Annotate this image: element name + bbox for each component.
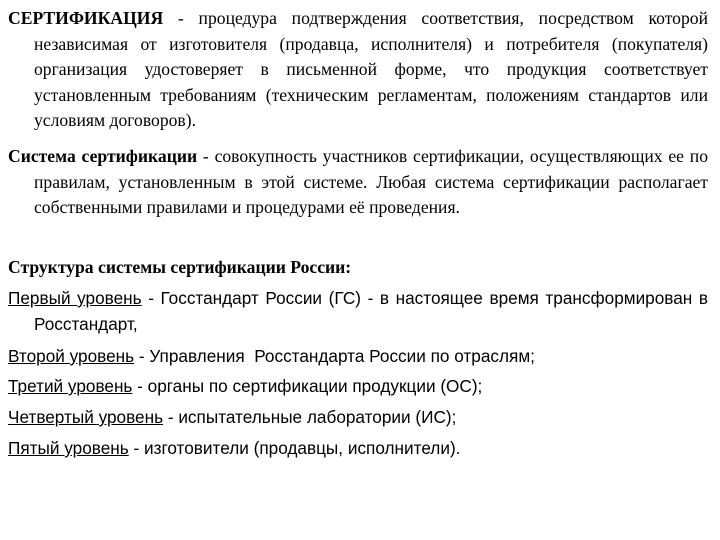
level-2 — [8, 343, 708, 369]
level-3-text: - органы по сертификации продукции (ОС); — [132, 376, 483, 396]
level-3 — [8, 373, 708, 399]
level-4-name: Четвертый уровень — [8, 407, 164, 427]
certification-term: СЕРТИФИКАЦИЯ — [8, 8, 164, 28]
certification-definition — [8, 6, 708, 134]
level-3-name: Третий уровень — [8, 376, 133, 396]
certification-definition-text: - процедура подтверждения соответствия, посредством которой независимая от изготовителя (продавца, исполнителя) и потребителя (покупателя) организация удостоверяет в письменной форме, что продукция соответствует установленным требованиям (техническим регламентам, положениям стандартов или условиям договоров). — [34, 8, 708, 130]
level-4 — [8, 404, 708, 430]
level-5-name: Пятый уровень — [8, 438, 129, 458]
level-2-name: Второй уровень — [8, 346, 135, 366]
level-1 — [8, 285, 708, 337]
certification-system-definition — [8, 144, 708, 221]
level-1-text: - Госстандарт России (ГС) - в настоящее время трансформирован в Росстандарт, — [34, 288, 708, 334]
level-4-text: - испытательные лаборатории (ИС); — [163, 407, 457, 427]
level-5 — [8, 435, 708, 461]
certification-system-definition-text: - совокупность участников сертификации, осуществляющих ее по правилам, установленным в этой системе. Любая система сертификации располагает собственными правилами и процедурами её проведения. — [34, 146, 708, 217]
level-1-name: Первый уровень — [8, 288, 142, 308]
certification-system-term: Система сертификации — [8, 146, 198, 166]
structure-heading: Структура системы сертификации России: — [8, 257, 352, 277]
level-2-text: - Управления Росстандарта России по отраслям; — [134, 346, 535, 366]
level-5-text: - изготовители (продавцы, исполнители). — [128, 438, 461, 458]
